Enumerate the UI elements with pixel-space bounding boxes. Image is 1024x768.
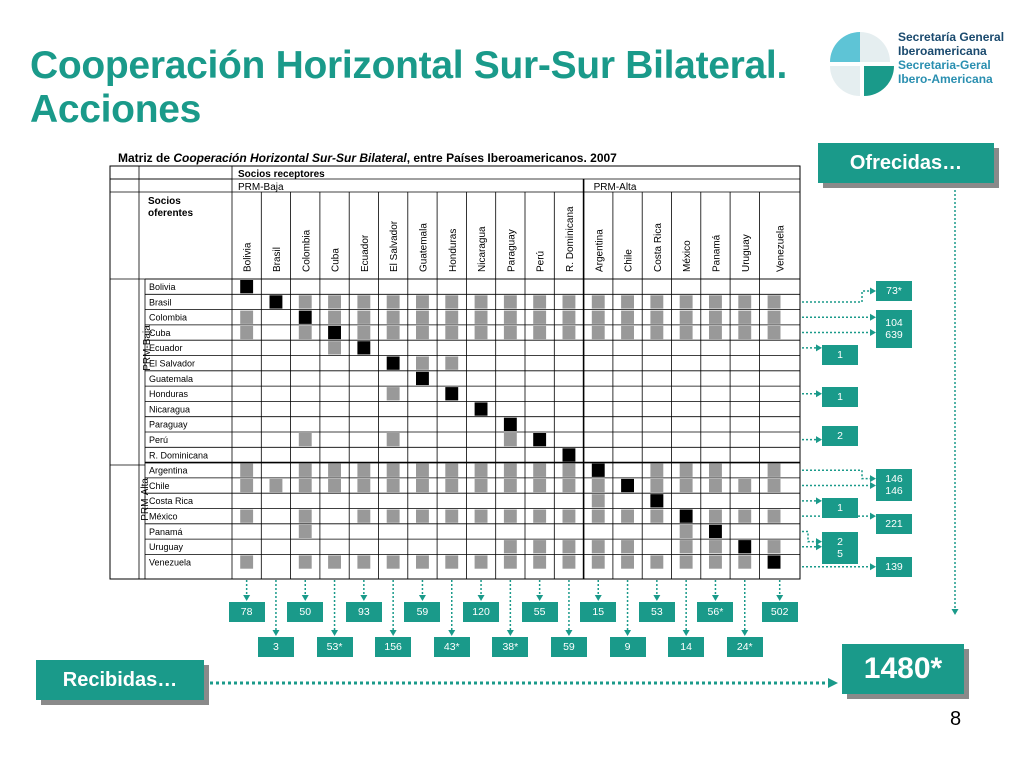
column-label: Uruguay — [740, 234, 752, 272]
row-label: Chile — [149, 480, 170, 491]
matrix-cell-filled — [533, 311, 546, 324]
recibidas-tag-row1: 55 — [522, 602, 558, 622]
row-label: Nicaragua — [149, 404, 191, 415]
ofrecidas-label: Ofrecidas… — [818, 143, 994, 183]
matrix-cell-diagonal — [445, 387, 458, 400]
matrix-cell-filled — [504, 510, 517, 523]
matrix-cell-filled — [445, 311, 458, 324]
matrix-cell-filled — [563, 479, 576, 492]
matrix-cell-filled — [357, 555, 370, 568]
matrix-cell-filled — [357, 311, 370, 324]
matrix-title-italic: Cooperación Horizontal Sur-Sur Bilateral — [173, 151, 407, 165]
matrix-cell-filled — [357, 510, 370, 523]
matrix-cell-filled — [416, 326, 429, 339]
oferentes-header-line2: oferentes — [148, 208, 194, 219]
matrix-cell-filled — [416, 510, 429, 523]
matrix-cell-filled — [709, 479, 722, 492]
recibidas-arrow-head — [272, 630, 279, 636]
column-label: Brasil — [271, 246, 283, 272]
ofrecidas-tag: 104 639 — [876, 310, 912, 348]
matrix-cell-filled — [563, 555, 576, 568]
matrix-cell-diagonal — [650, 494, 663, 507]
matrix-cell-filled — [445, 479, 458, 492]
matrix-cell-filled — [504, 326, 517, 339]
matrix-cell-filled — [709, 540, 722, 553]
ofrecidas-tag: 1 — [822, 387, 858, 407]
matrix-cell-filled — [709, 311, 722, 324]
column-label: Honduras — [447, 228, 459, 272]
matrix-cell-filled — [592, 479, 605, 492]
row-label: México — [149, 511, 178, 522]
matrix-cell-filled — [299, 433, 312, 446]
recibidas-arrow-head — [419, 595, 426, 601]
recibidas-tag-row2: 3 — [258, 637, 294, 657]
matrix-cell-filled — [299, 555, 312, 568]
matrix-cell-filled — [445, 555, 458, 568]
row-group-baja: PRM-Baja — [142, 325, 153, 371]
matrix-cell-filled — [621, 326, 634, 339]
matrix-cell-filled — [709, 295, 722, 308]
total-value: 1480* — [842, 644, 964, 694]
matrix-cell-filled — [680, 525, 693, 538]
matrix-cell-filled — [357, 464, 370, 477]
column-label: Guatemala — [418, 223, 430, 272]
matrix-cell-filled — [680, 311, 693, 324]
ofrecidas-to-total-arrow-head — [952, 609, 959, 615]
recibidas-arrow-head — [712, 595, 719, 601]
recibidas-arrow-head — [536, 595, 543, 601]
column-label: Nicaragua — [477, 226, 489, 272]
matrix-cell-filled — [328, 311, 341, 324]
matrix-cell-filled — [563, 510, 576, 523]
matrix-cell-filled — [533, 510, 546, 523]
matrix-cell-filled — [299, 479, 312, 492]
column-label: Costa Rica — [652, 223, 664, 272]
matrix-cell-filled — [475, 479, 488, 492]
recibidas-tag-row2: 43* — [434, 637, 470, 657]
matrix-cell-diagonal — [709, 525, 722, 538]
matrix-cell-filled — [533, 479, 546, 492]
matrix-cell-filled — [387, 464, 400, 477]
recibidas-arrow-head — [776, 595, 783, 601]
matrix-cell-filled — [621, 295, 634, 308]
matrix-cell-filled — [387, 387, 400, 400]
matrix-cell-filled — [504, 295, 517, 308]
recibidas-to-total-arrow-head — [828, 678, 838, 688]
matrix-cell-filled — [650, 311, 663, 324]
matrix-cell-diagonal — [768, 555, 781, 568]
recibidas-arrow-head — [595, 595, 602, 601]
matrix-cell-filled — [504, 464, 517, 477]
matrix-cell-filled — [445, 295, 458, 308]
matrix-cell-diagonal — [475, 402, 488, 415]
matrix-cell-filled — [240, 464, 253, 477]
matrix-cell-filled — [768, 295, 781, 308]
matrix-cell-filled — [709, 510, 722, 523]
row-label: Colombia — [149, 312, 188, 323]
matrix-cell-diagonal — [270, 295, 283, 308]
matrix-cell-filled — [270, 479, 283, 492]
ofrecidas-arrow — [802, 531, 817, 541]
recibidas-tag-row2: 9 — [610, 637, 646, 657]
matrix-cell-filled — [738, 555, 751, 568]
matrix-cell-filled — [387, 555, 400, 568]
column-label: Cuba — [330, 248, 342, 272]
matrix-cell-diagonal — [533, 433, 546, 446]
matrix-cell-filled — [768, 510, 781, 523]
recibidas-arrow-head — [565, 630, 572, 636]
recibidas-arrow-head — [302, 595, 309, 601]
recibidas-label: Recibidas… — [36, 660, 204, 700]
matrix-cell-filled — [680, 555, 693, 568]
column-label: Perú — [535, 250, 547, 272]
row-group-alta: PRM-Alta — [140, 478, 151, 521]
matrix-cell-filled — [680, 479, 693, 492]
matrix-cell-filled — [387, 295, 400, 308]
slide-title-line1: Cooperación Horizontal Sur-Sur Bilateral. — [30, 44, 787, 87]
matrix-cell-filled — [592, 510, 605, 523]
row-label: Guatemala — [149, 373, 194, 384]
column-label: Argentina — [594, 229, 606, 272]
matrix-cell-filled — [680, 326, 693, 339]
matrix-cell-filled — [592, 311, 605, 324]
recibidas-tag-row1: 93 — [346, 602, 382, 622]
ofrecidas-arrow — [802, 470, 871, 478]
matrix-cell-filled — [328, 555, 341, 568]
matrix-cell-filled — [621, 311, 634, 324]
recibidas-tag-row2: 14 — [668, 637, 704, 657]
matrix-cell-filled — [328, 295, 341, 308]
receptores-header: Socios receptores — [238, 169, 325, 180]
matrix-cell-filled — [563, 295, 576, 308]
recibidas-arrow-head — [683, 630, 690, 636]
matrix-cell-filled — [387, 326, 400, 339]
matrix-cell-filled — [475, 326, 488, 339]
matrix-cell-filled — [357, 295, 370, 308]
matrix-cell-filled — [416, 479, 429, 492]
matrix-title-prefix: Matriz de — [118, 151, 174, 165]
matrix-cell-filled — [563, 464, 576, 477]
recibidas-tag-row1: 50 — [287, 602, 323, 622]
matrix-cell-diagonal — [504, 418, 517, 431]
matrix-cell-filled — [445, 510, 458, 523]
row-label: Venezuela — [149, 557, 192, 568]
column-label: Venezuela — [775, 225, 787, 272]
recibidas-arrow-head — [243, 595, 250, 601]
matrix-cell-filled — [533, 540, 546, 553]
recibidas-tag-row1: 53 — [639, 602, 675, 622]
matrix-cell-filled — [240, 479, 253, 492]
ofrecidas-tag: 2 — [822, 426, 858, 446]
matrix-cell-diagonal — [738, 540, 751, 553]
logo-line4: Ibero-Americana — [898, 72, 993, 86]
recibidas-arrow-head — [360, 595, 367, 601]
matrix-cell-filled — [650, 326, 663, 339]
recibidas-arrow-head — [507, 630, 514, 636]
ofrecidas-arrow — [802, 291, 871, 302]
matrix-cell-filled — [592, 494, 605, 507]
column-label: México — [682, 240, 694, 272]
matrix-cell-filled — [475, 295, 488, 308]
matrix-cell-filled — [328, 464, 341, 477]
row-label: Brasil — [149, 297, 172, 308]
matrix-cell-filled — [299, 510, 312, 523]
matrix-cell-filled — [621, 555, 634, 568]
matrix-cell-filled — [416, 295, 429, 308]
ofrecidas-tag: 73* — [876, 281, 912, 301]
matrix-cell-filled — [387, 510, 400, 523]
matrix-cell-filled — [621, 540, 634, 553]
matrix-cell-diagonal — [680, 510, 693, 523]
matrix-cell-filled — [533, 326, 546, 339]
row-label: Panamá — [149, 526, 183, 537]
matrix-cell-filled — [299, 295, 312, 308]
ofrecidas-tag: 1 — [822, 345, 858, 365]
matrix-cell-filled — [738, 510, 751, 523]
matrix-cell-filled — [240, 311, 253, 324]
matrix-cell-filled — [504, 555, 517, 568]
matrix-cell-filled — [650, 555, 663, 568]
matrix-cell-filled — [650, 479, 663, 492]
logo-line2: Iberoamericana — [898, 44, 987, 58]
row-label: Paraguay — [149, 419, 188, 430]
row-label: Cuba — [149, 327, 171, 338]
matrix-cell-filled — [416, 464, 429, 477]
recibidas-tag-row2: 24* — [727, 637, 763, 657]
matrix-cell-filled — [768, 479, 781, 492]
matrix-cell-filled — [387, 479, 400, 492]
matrix-cell-filled — [357, 479, 370, 492]
recibidas-tag-row2: 53* — [317, 637, 353, 657]
column-label: El Salvador — [389, 220, 401, 272]
row-label: Uruguay — [149, 542, 184, 553]
matrix-cell-filled — [592, 326, 605, 339]
group-alta-header: PRM-Alta — [593, 182, 637, 193]
matrix-cell-filled — [416, 555, 429, 568]
group-baja-header: PRM-Baja — [238, 182, 284, 193]
ofrecidas-tag: 1 — [822, 498, 858, 518]
row-label: R. Dominicana — [149, 450, 209, 461]
column-label: Colombia — [301, 229, 313, 272]
page-number: 8 — [950, 708, 962, 730]
matrix-cell-filled — [504, 540, 517, 553]
matrix-cell-diagonal — [328, 326, 341, 339]
matrix-cell-filled — [738, 295, 751, 308]
matrix-cell-diagonal — [357, 341, 370, 354]
matrix-cell-filled — [563, 540, 576, 553]
matrix-cell-filled — [475, 464, 488, 477]
column-label: Chile — [623, 249, 635, 272]
matrix-cell-filled — [680, 464, 693, 477]
matrix-cell-filled — [680, 540, 693, 553]
matrix-cell-filled — [299, 464, 312, 477]
column-label: Bolivia — [242, 242, 254, 272]
matrix-cell-diagonal — [592, 464, 605, 477]
matrix-cell-filled — [533, 555, 546, 568]
matrix-cell-filled — [768, 464, 781, 477]
row-label: El Salvador — [149, 358, 196, 369]
recibidas-arrow-head — [390, 630, 397, 636]
slide-title-line2: Acciones — [30, 88, 202, 131]
recibidas-arrow-head — [653, 595, 660, 601]
matrix-cell-filled — [738, 311, 751, 324]
logo-line1: Secretaría General — [898, 30, 1005, 44]
matrix-cell-filled — [650, 464, 663, 477]
matrix-cell-filled — [416, 311, 429, 324]
matrix-cell-filled — [504, 433, 517, 446]
matrix-cell-filled — [592, 295, 605, 308]
row-label: Perú — [149, 435, 169, 445]
matrix-cell-diagonal — [416, 372, 429, 385]
oferentes-header-line1: Socios — [148, 196, 181, 207]
recibidas-tag-row1: 120 — [463, 602, 499, 622]
matrix-cell-filled — [709, 326, 722, 339]
matrix-cell-filled — [445, 357, 458, 370]
matrix-cell-diagonal — [621, 479, 634, 492]
matrix-cell-filled — [445, 326, 458, 339]
recibidas-tag-row1: 56* — [697, 602, 733, 622]
row-label: Bolivia — [149, 282, 176, 292]
column-label: Ecuador — [359, 234, 371, 272]
matrix-cell-filled — [504, 311, 517, 324]
ofrecidas-tag: 146 146 — [876, 469, 912, 501]
matrix-cell-filled — [592, 540, 605, 553]
matrix-cell-filled — [650, 295, 663, 308]
matrix-cell-filled — [387, 433, 400, 446]
row-label: Honduras — [149, 389, 189, 400]
recibidas-arrow-head — [478, 595, 485, 601]
recibidas-tag-row1: 502 — [762, 602, 798, 622]
matrix-cell-filled — [621, 510, 634, 523]
matrix-cell-filled — [240, 555, 253, 568]
matrix-cell-filled — [768, 311, 781, 324]
column-label: Paraguay — [506, 229, 518, 272]
matrix-cell-filled — [357, 326, 370, 339]
matrix-cell-diagonal — [387, 357, 400, 370]
matrix-cell-filled — [738, 326, 751, 339]
matrix-cell-filled — [563, 311, 576, 324]
matrix-cell-filled — [650, 510, 663, 523]
ofrecidas-tag: 221 — [876, 514, 912, 534]
matrix-cell-diagonal — [240, 280, 253, 293]
recibidas-tag-row1: 78 — [229, 602, 265, 622]
matrix-cell-filled — [475, 311, 488, 324]
recibidas-tag-row1: 15 — [580, 602, 616, 622]
row-label: Costa Rica — [149, 496, 194, 507]
recibidas-arrow-head — [741, 630, 748, 636]
ofrecidas-tag: 139 — [876, 557, 912, 577]
matrix-cell-filled — [475, 555, 488, 568]
matrix-cell-filled — [445, 464, 458, 477]
recibidas-arrow-head — [448, 630, 455, 636]
matrix-cell-filled — [299, 525, 312, 538]
column-label: Panamá — [711, 234, 723, 272]
matrix-cell-filled — [709, 555, 722, 568]
recibidas-tag-row2: 156 — [375, 637, 411, 657]
matrix-cell-filled — [328, 341, 341, 354]
recibidas-tag-row1: 59 — [404, 602, 440, 622]
row-label: Argentina — [149, 465, 188, 476]
matrix-cell-filled — [592, 555, 605, 568]
matrix-cell-filled — [475, 510, 488, 523]
matrix-cell-filled — [416, 357, 429, 370]
row-label: Ecuador — [149, 343, 183, 354]
matrix-cell-filled — [680, 295, 693, 308]
matrix-cell-filled — [240, 326, 253, 339]
matrix-cell-filled — [768, 326, 781, 339]
matrix-cell-filled — [504, 479, 517, 492]
matrix-cell-filled — [240, 510, 253, 523]
matrix-cell-filled — [328, 479, 341, 492]
matrix-cell-diagonal — [563, 448, 576, 461]
matrix-cell-filled — [533, 464, 546, 477]
matrix-cell-filled — [738, 479, 751, 492]
recibidas-tag-row2: 59 — [551, 637, 587, 657]
recibidas-arrow-head — [331, 630, 338, 636]
column-label: R. Dominicana — [564, 206, 576, 272]
matrix-title-suffix: , entre Países Iberoamericanos. 2007 — [406, 151, 617, 165]
recibidas-tag-row2: 38* — [492, 637, 528, 657]
matrix-cell-filled — [709, 464, 722, 477]
matrix-cell-filled — [563, 326, 576, 339]
matrix-cell-filled — [387, 311, 400, 324]
matrix-cell-filled — [299, 326, 312, 339]
matrix-cell-filled — [533, 295, 546, 308]
ofrecidas-tag: 2 5 — [822, 532, 858, 564]
matrix-cell-filled — [768, 540, 781, 553]
logo-line3: Secretaria-Geral — [898, 58, 991, 72]
recibidas-arrow-head — [624, 630, 631, 636]
matrix-cell-diagonal — [299, 311, 312, 324]
